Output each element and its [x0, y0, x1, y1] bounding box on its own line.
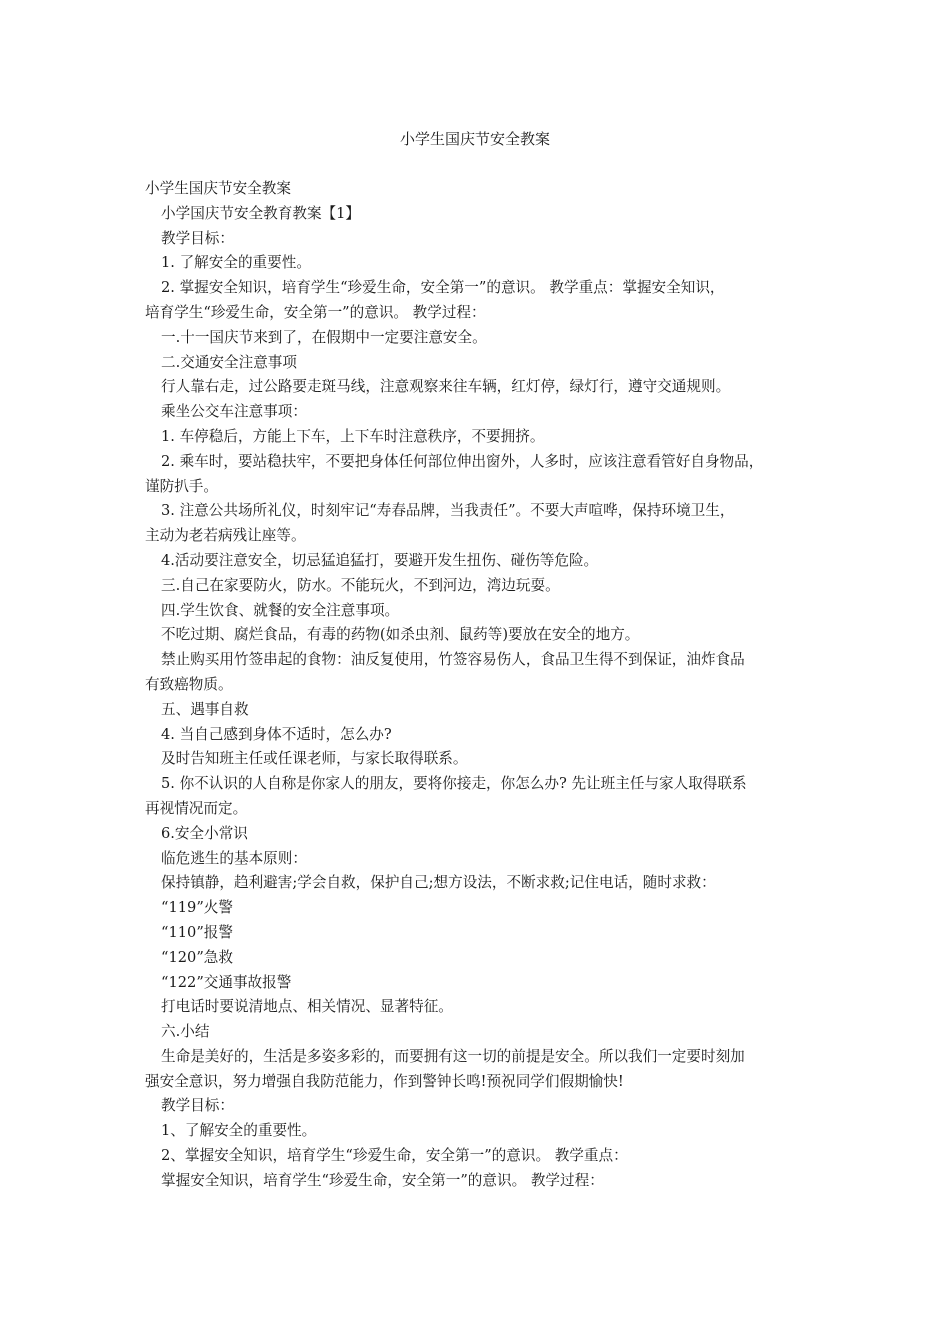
document-line: 保持镇静，趋利避害;学会自救，保护自己;想方设法，不断求救;记住电话，随时求救： [161, 874, 716, 892]
document-line: 培育学生“珍爱生命，安全第一”的意识。 教学过程： [145, 303, 486, 321]
document-line: 及时告知班主任或任课老师，与家长取得联系。 [161, 750, 468, 768]
document-line: “120”急救 [161, 948, 233, 966]
document-line: 掌握安全知识，培育学生“珍爱生命，安全第一”的意识。 教学过程： [161, 1171, 604, 1189]
document-line: 乘坐公交车注意事项： [161, 403, 307, 421]
document-line: 一.十一国庆节来到了，在假期中一定要注意安全。 [161, 328, 487, 346]
document-line: 二.交通安全注意事项 [161, 353, 297, 371]
document-line: “122”交通事故报警 [161, 973, 292, 991]
document-line: 强安全意识，努力增强自我防范能力，作到警钟长鸣!预祝同学们假期愉快! [145, 1072, 624, 1090]
document-line: 教学目标： [161, 229, 234, 247]
document-line: “110”报警 [161, 923, 233, 941]
document-line: 主动为老若病残让座等。 [145, 527, 306, 545]
document-line: 1、了解安全的重要性。 [161, 1122, 317, 1140]
document-line: 三.自己在家要防火，防水。不能玩火，不到河边，湾边玩耍。 [161, 576, 560, 594]
document-line: 5. 你不认识的人自称是你家人的朋友，要将你接走，你怎么办? 先让班主任与家人取得联系 [161, 775, 747, 793]
document-line: 4. 当自己感到身体不适时，怎么办? [161, 725, 392, 743]
document-line: 小学国庆节安全教育教案【1】 [161, 204, 361, 222]
document-line: 2. 掌握安全知识，培育学生“珍爱生命，安全第一”的意识。 教学重点：掌握安全知识， [161, 279, 725, 297]
page-title: 小学生国庆节安全教案 [399, 130, 550, 148]
document-line: 2. 乘车时，要站稳扶牢，不要把身体任何部位伸出窗外，人多时，应该注意看管好自身物品， [161, 452, 764, 470]
document-line: 1. 了解安全的重要性。 [161, 254, 311, 272]
document-line: 教学目标： [161, 1097, 234, 1115]
document-line: 六.小结 [161, 1023, 210, 1041]
document-line: 3. 注意公共场所礼仪，时刻牢记“寿春品牌，当我责任”。不要大声喧哗，保持环境卫生， [161, 502, 735, 520]
document-line: 小学生国庆节安全教案 [145, 180, 291, 197]
document-line: 2、掌握安全知识，培育学生“珍爱生命，安全第一”的意识。 教学重点： [161, 1147, 628, 1165]
document-line: 生命是美好的，生活是多姿多彩的，而要拥有这一切的前提是安全。所以我们一定要时刻加 [161, 1047, 745, 1065]
document-line: “119”火警 [161, 899, 233, 917]
document-line: 谨防扒手。 [145, 477, 218, 495]
document-line: 五、遇事自救 [161, 700, 249, 718]
document-line: 4.活动要注意安全，切忌猛追猛打，要避开发生扭伤、碰伤等危险。 [161, 551, 599, 569]
document-line: 6.安全小常识 [161, 824, 248, 842]
document-line: 打电话时要说清地点、相关情况、显著特征。 [161, 998, 453, 1016]
document-line: 再视情况而定。 [145, 799, 248, 817]
document-line: 临危逃生的基本原则： [161, 849, 307, 867]
document-line: 行人靠右走，过公路要走斑马线，注意观察来往车辆，红灯停，绿灯行，遵守交通规则。 [161, 378, 731, 396]
document-line: 四.学生饮食、就餐的安全注意事项。 [161, 601, 400, 619]
document-line: 不吃过期、腐烂食品，有毒的药物(如杀虫剂、鼠药等)要放在安全的地方。 [161, 626, 640, 644]
document-body [145, 177, 810, 1194]
document-line: 有致癌物质。 [145, 675, 233, 693]
document-line: 禁止购买用竹签串起的食物：油反复使用，竹签容易伤人，食品卫生得不到保证，油炸食品 [161, 651, 745, 669]
document-line: 1. 车停稳后，方能上下车，上下车时注意秩序，不要拥挤。 [161, 427, 545, 445]
